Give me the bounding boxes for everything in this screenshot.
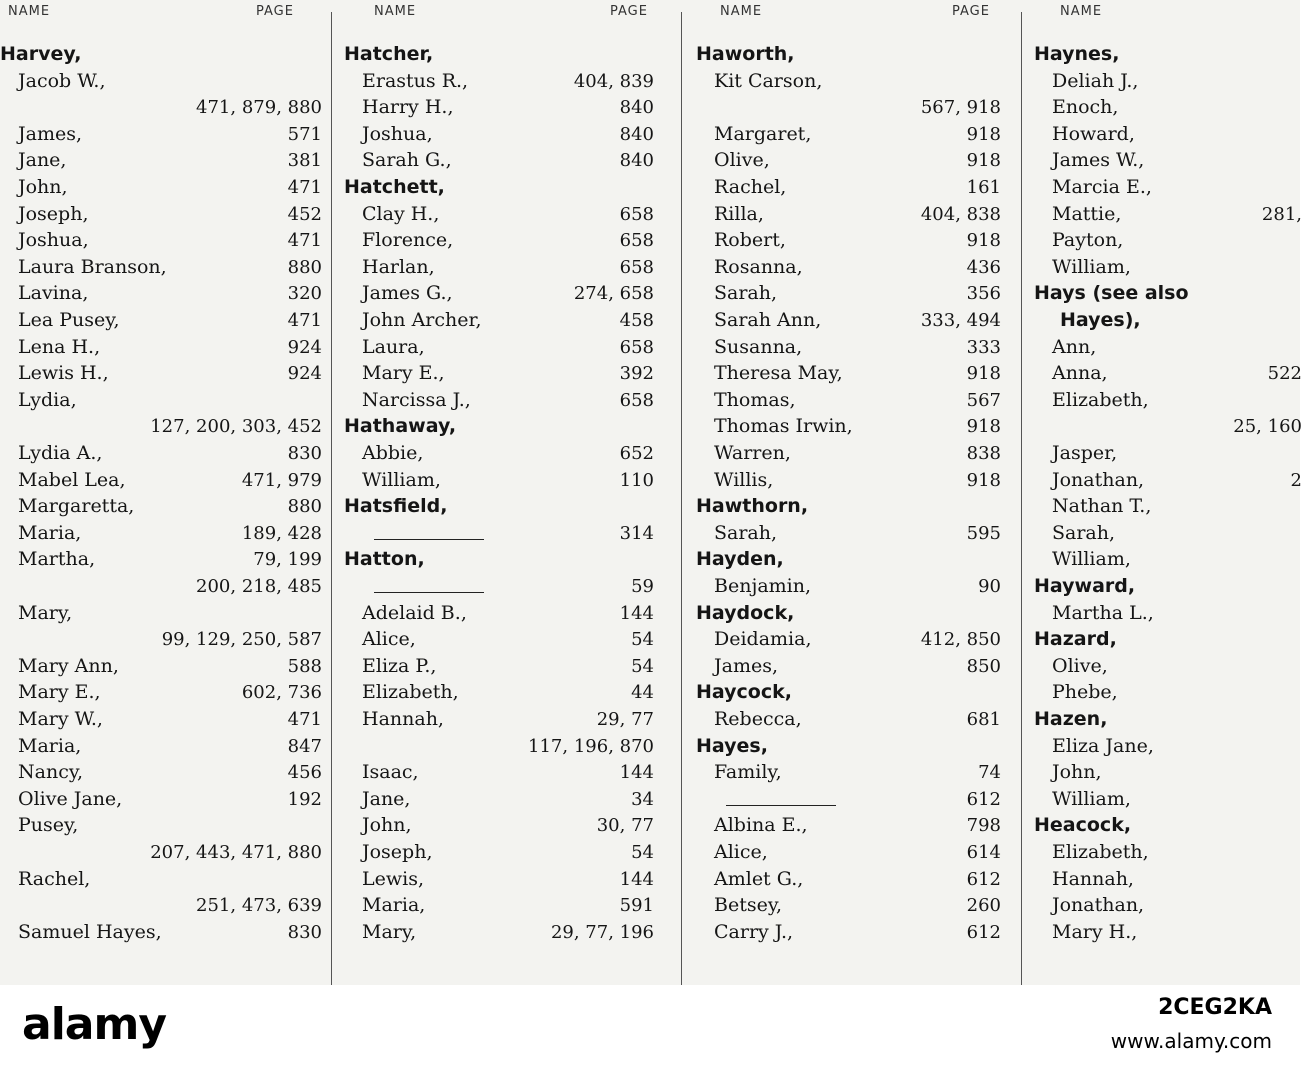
- entry-pages: 612: [966, 921, 1001, 943]
- entry-name: Mabel Lea,: [18, 468, 126, 491]
- entry-pages: 44: [631, 682, 654, 704]
- surname-heading: Hays (see also: [1034, 282, 1189, 305]
- surname-heading: Hatsfield,: [344, 495, 448, 518]
- entry-pages: 34: [631, 788, 654, 810]
- entry-name: Adelaid B.,: [362, 601, 467, 624]
- entry-pages: 612: [966, 788, 1001, 810]
- entry-name: Martha L.,: [1052, 601, 1154, 624]
- entry-name: Jonathan,: [1052, 468, 1145, 491]
- entry-pages: 918: [966, 123, 1001, 145]
- entry-name: Howard,: [1052, 122, 1135, 145]
- entry-name: Florence,: [362, 229, 454, 252]
- entry-name: Joshua,: [362, 122, 433, 145]
- entry-name: Nathan T.,: [1052, 495, 1152, 518]
- entry-pages: 356: [966, 283, 1001, 305]
- entry-pages: 567: [966, 389, 1001, 411]
- stock-photo-footer: [0, 985, 1300, 1073]
- entry-name: Thomas,: [714, 388, 796, 411]
- entry-name: Hannah,: [1052, 867, 1134, 890]
- entry-name: Lydia,: [18, 388, 77, 411]
- surname-heading: Hatchett,: [344, 176, 445, 198]
- surname-heading: Hayden,: [696, 548, 784, 571]
- entry-name: Lea Pusey,: [18, 309, 120, 331]
- entry-pages: 144: [619, 762, 654, 784]
- surname-heading: Hayes),: [1060, 309, 1141, 331]
- entry-pages: 274, 658: [573, 283, 654, 305]
- entry-pages: 522: [1267, 363, 1302, 385]
- alamy-logo: alamy: [22, 999, 166, 1050]
- entry-name: Deliah J.,: [1052, 69, 1139, 92]
- entry-name: Maria,: [362, 894, 426, 917]
- ditto-dash: [374, 592, 484, 593]
- entry-pages: 838: [966, 443, 1001, 464]
- entry-pages: 29, 77, 196: [550, 921, 654, 943]
- entry-pages: 567, 918: [920, 97, 1001, 119]
- entry-name: William,: [1052, 787, 1131, 810]
- entry-name: Sarah,: [714, 282, 778, 305]
- entry-name: Margaret,: [714, 122, 812, 145]
- entry-name: Harlan,: [362, 255, 435, 278]
- entry-pages: 54: [631, 629, 654, 651]
- entry-pages: 847: [287, 735, 322, 757]
- entry-pages: 260: [966, 895, 1001, 917]
- entry-name: Laura,: [362, 335, 425, 358]
- entry-pages: 658: [619, 203, 654, 225]
- entry-pages: 314: [619, 522, 654, 544]
- entry-name: Warren,: [714, 442, 791, 464]
- surname-heading: Hayes,: [696, 734, 768, 757]
- entry-pages: 471: [287, 177, 322, 198]
- entry-name: Abbie,: [362, 442, 424, 464]
- entry-name: Lewis,: [362, 867, 424, 890]
- surname-heading: Hathaway,: [344, 415, 457, 438]
- entry-pages: 74: [978, 762, 1001, 784]
- entry-pages: 840: [619, 150, 654, 172]
- entry-pages: 456: [287, 762, 322, 784]
- entry-name: John,: [1052, 761, 1102, 784]
- entry-name: Robert,: [714, 229, 786, 252]
- entry-name: Lewis H.,: [18, 362, 109, 385]
- entry-pages: 320: [287, 283, 322, 305]
- image-id: 2CEG2KA: [1158, 995, 1272, 1020]
- entry-name: Alice,: [714, 841, 768, 863]
- entry-pages: 25, 160: [1233, 416, 1302, 438]
- entry-name: Harry H.,: [362, 96, 454, 119]
- entry-name: Amlet G.,: [714, 867, 804, 890]
- entry-name: Mary,: [18, 601, 73, 624]
- entry-name: Jane,: [362, 787, 411, 810]
- entry-name: Nancy,: [18, 761, 84, 784]
- entry-pages: 658: [619, 336, 654, 358]
- entry-name: John Archer,: [362, 309, 482, 331]
- entry-name: Anna,: [1052, 362, 1108, 385]
- entry-pages: 798: [966, 815, 1001, 837]
- entry-name: James G.,: [362, 282, 453, 305]
- entry-pages: 436: [966, 256, 1001, 278]
- entry-pages: 924: [287, 363, 322, 385]
- entry-pages: 30, 77: [596, 815, 654, 837]
- entry-pages: 79, 199: [253, 549, 322, 571]
- entry-name: Betsey,: [714, 894, 783, 917]
- entry-pages: 602, 736: [241, 682, 322, 704]
- entry-name: Mary H.,: [1052, 920, 1138, 943]
- entry-pages: 588: [287, 655, 322, 677]
- entry-pages: 571: [287, 123, 322, 145]
- entry-pages: 681: [966, 709, 1001, 730]
- entry-pages: 918: [966, 469, 1001, 491]
- entry-pages: 658: [619, 230, 654, 252]
- entry-pages: 840: [619, 97, 654, 119]
- ditto-dash: [374, 539, 484, 540]
- entry-name: James W.,: [1052, 149, 1145, 172]
- entry-pages: 880: [287, 496, 322, 518]
- entry-name: Mary E.,: [18, 681, 101, 704]
- entry-name: Joseph,: [18, 202, 89, 225]
- entry-name: Erastus R.,: [362, 69, 469, 92]
- surname-heading: Heacock,: [1034, 814, 1132, 837]
- entry-name: William,: [1052, 548, 1131, 571]
- entry-name: Olive,: [1052, 654, 1108, 677]
- entry-name: Hannah,: [362, 708, 444, 730]
- entry-pages: 591: [619, 895, 654, 917]
- entry-pages: 29, 77: [596, 709, 654, 730]
- entry-name: Eliza P.,: [362, 654, 437, 677]
- surname-heading: Haynes,: [1034, 43, 1120, 65]
- entry-name: Rachel,: [714, 176, 787, 198]
- entry-name: Sarah,: [714, 521, 778, 544]
- entry-name: Maria,: [18, 734, 82, 757]
- entry-name: Laura Branson,: [18, 255, 167, 278]
- entry-pages: 830: [287, 921, 322, 943]
- entry-name: Marcia E.,: [1052, 176, 1152, 198]
- entry-name: Kit Carson,: [714, 69, 823, 92]
- entry-pages: 452: [287, 203, 322, 225]
- entry-name: Deidamia,: [714, 628, 812, 651]
- entry-pages: 392: [619, 363, 654, 385]
- surname-heading: Haworth,: [696, 43, 795, 65]
- entry-name: Jacob W.,: [18, 69, 106, 92]
- entry-name: Family,: [714, 761, 782, 784]
- entry-name: Olive,: [714, 149, 770, 172]
- entry-name: Sarah Ann,: [714, 309, 822, 331]
- entry-pages: 161: [966, 177, 1001, 198]
- entry-pages: 200, 218, 485: [196, 576, 322, 597]
- entry-pages: 117, 196, 870: [528, 735, 654, 757]
- entry-name: Sarah G.,: [362, 149, 452, 172]
- entry-name: Isaac,: [362, 761, 419, 784]
- entry-name: Thomas Irwin,: [714, 415, 853, 438]
- entry-name: Joseph,: [362, 841, 433, 863]
- entry-name: Phebe,: [1052, 681, 1118, 704]
- entry-name: Lydia A.,: [18, 442, 103, 464]
- entry-name: Margaretta,: [18, 495, 135, 518]
- entry-name: Elizabeth,: [1052, 841, 1149, 863]
- entry-name: Rosanna,: [714, 255, 803, 278]
- entry-pages: 918: [966, 230, 1001, 252]
- entry-name: Elizabeth,: [362, 681, 459, 704]
- column-header-name: NAME: [8, 4, 51, 19]
- entry-name: Rilla,: [714, 202, 764, 225]
- entry-pages: 658: [619, 256, 654, 278]
- entry-pages: 144: [619, 602, 654, 624]
- entry-pages: 333, 494: [920, 310, 1001, 331]
- column-header-name: NAME: [720, 4, 763, 19]
- entry-pages: 840: [619, 123, 654, 145]
- surname-heading: Haycock,: [696, 681, 792, 704]
- column-header-name: NAME: [374, 4, 417, 19]
- entry-name: Lavina,: [18, 282, 89, 305]
- entry-name: Elizabeth,: [1052, 388, 1149, 411]
- entry-name: Willis,: [714, 468, 774, 491]
- entry-name: Jane,: [18, 149, 67, 172]
- entry-name: Payton,: [1052, 229, 1124, 252]
- column-divider: [331, 12, 332, 985]
- entry-name: Eliza Jane,: [1052, 734, 1154, 757]
- entry-name: Narcissa J.,: [362, 388, 471, 411]
- entry-pages: 471: [287, 709, 322, 730]
- entry-name: James,: [18, 122, 82, 145]
- entry-name: John,: [18, 176, 68, 198]
- entry-name: Jonathan,: [1052, 894, 1145, 917]
- ditto-dash: [726, 805, 836, 806]
- entry-pages: 381: [287, 150, 322, 172]
- column-header-page: PAGE: [256, 4, 294, 19]
- entry-pages: 404, 839: [573, 70, 654, 92]
- surname-heading: Hazard,: [1034, 628, 1117, 651]
- entry-name: Joshua,: [18, 229, 89, 252]
- entry-name: Rebecca,: [714, 708, 802, 730]
- column-divider: [681, 12, 682, 985]
- entry-name: Lena H.,: [18, 335, 101, 358]
- entry-name: Susanna,: [714, 335, 803, 358]
- entry-pages: 251, 473, 639: [196, 895, 322, 917]
- entry-name: Mary Ann,: [18, 654, 119, 677]
- column-header-page: PAGE: [952, 4, 990, 19]
- alamy-url: www.alamy.com: [1110, 1029, 1272, 1053]
- entry-name: Benjamin,: [714, 575, 812, 597]
- entry-name: Clay H.,: [362, 202, 440, 225]
- entry-name: Ann,: [1052, 335, 1097, 358]
- entry-pages: 614: [966, 842, 1001, 863]
- entry-pages: 333: [966, 336, 1001, 358]
- entry-name: John,: [362, 814, 412, 837]
- entry-pages: 830: [287, 443, 322, 464]
- entry-pages: 458: [619, 310, 654, 331]
- entry-pages: 192: [287, 788, 322, 810]
- column-divider: [1021, 12, 1022, 985]
- surname-heading: Hatton,: [344, 548, 425, 571]
- entry-name: Albina E.,: [714, 814, 808, 837]
- entry-pages: 471, 879, 880: [196, 97, 322, 119]
- entry-name: Alice,: [362, 628, 416, 651]
- entry-pages: 924: [287, 336, 322, 358]
- entry-pages: 471, 979: [241, 469, 322, 491]
- entry-pages: 404, 838: [920, 203, 1001, 225]
- surname-heading: Hawthorn,: [696, 495, 809, 518]
- entry-name: Samuel Hayes,: [18, 920, 162, 943]
- entry-pages: 412, 850: [920, 629, 1001, 651]
- entry-pages: 880: [287, 256, 322, 278]
- entry-pages: 110: [619, 469, 654, 491]
- surname-heading: Hayward,: [1034, 575, 1136, 597]
- entry-name: Rachel,: [18, 867, 91, 890]
- entry-pages: 59: [631, 576, 654, 597]
- entry-name: Theresa May,: [714, 362, 843, 385]
- entry-pages: 918: [966, 416, 1001, 438]
- entry-name: Carry J.,: [714, 920, 794, 943]
- entry-name: Sarah,: [1052, 521, 1116, 544]
- column-header-name: NAME: [1060, 4, 1103, 19]
- entry-name: William,: [362, 468, 441, 491]
- entry-pages: 2: [1290, 469, 1302, 491]
- entry-pages: 144: [619, 868, 654, 890]
- surname-heading: Haydock,: [696, 601, 795, 624]
- entry-pages: 471: [287, 310, 322, 331]
- entry-name: Maria,: [18, 521, 82, 544]
- entry-pages: 652: [619, 443, 654, 464]
- entry-name: William,: [1052, 255, 1131, 278]
- entry-pages: 850: [966, 655, 1001, 677]
- entry-name: Mary E.,: [362, 362, 445, 385]
- entry-name: Mary W.,: [18, 708, 103, 730]
- entry-name: Martha,: [18, 548, 96, 571]
- entry-pages: 189, 428: [241, 522, 322, 544]
- entry-pages: 99, 129, 250, 587: [161, 629, 322, 651]
- surname-heading: Harvey,: [0, 43, 82, 65]
- entry-name: James,: [714, 654, 778, 677]
- entry-pages: 471: [287, 230, 322, 252]
- entry-pages: 207, 443, 471, 880: [150, 842, 322, 863]
- entry-name: Mary,: [362, 920, 417, 943]
- entry-name: Pusey,: [18, 814, 79, 837]
- entry-pages: 281,: [1261, 203, 1302, 225]
- entry-pages: 612: [966, 868, 1001, 890]
- surname-heading: Hatcher,: [344, 43, 434, 65]
- surname-heading: Hazen,: [1034, 708, 1108, 730]
- entry-name: Enoch,: [1052, 96, 1119, 119]
- entry-pages: 918: [966, 150, 1001, 172]
- entry-pages: 54: [631, 842, 654, 863]
- entry-name: Jasper,: [1052, 442, 1118, 464]
- entry-pages: 90: [978, 576, 1001, 597]
- entry-pages: 127, 200, 303, 452: [150, 416, 322, 438]
- entry-pages: 918: [966, 363, 1001, 385]
- entry-name: Olive Jane,: [18, 787, 123, 810]
- column-header-page: PAGE: [610, 4, 648, 19]
- entry-name: Mattie,: [1052, 202, 1122, 225]
- entry-pages: 595: [966, 522, 1001, 544]
- entry-pages: 54: [631, 655, 654, 677]
- entry-pages: 658: [619, 389, 654, 411]
